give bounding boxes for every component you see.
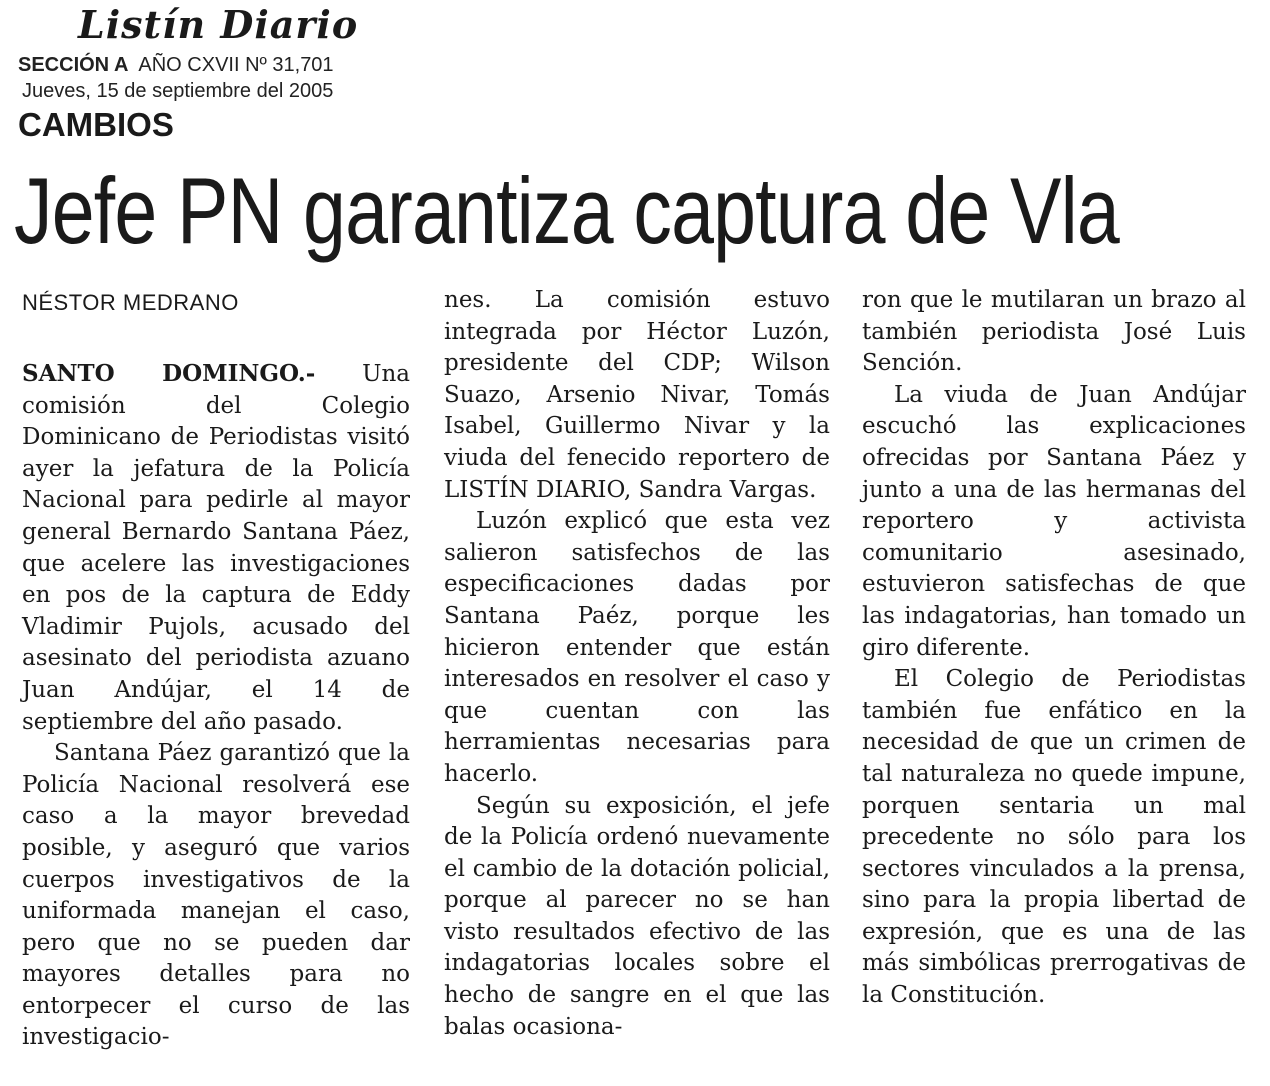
paragraph: Luzón explicó que esta vez salieron satisfechos de las especificaciones dadas por Santana Paéz, porque les hicieron entender que están interesados en resolver el caso y que cuentan con las herramientas necesarias para hacerlo. (444, 508, 830, 787)
section-tag: CAMBIOS (18, 106, 174, 143)
paragraph: Según su exposición, el jefe de la Policía ordenó nuevamente el cambio de la dotación policial, porque al parecer no se han visto resultados efectivo de las indagatorias locales sobre el hecho de sangre en el que las balas ocasiona- (444, 792, 830, 1040)
paragraph: El Colegio de Periodistas también fue enfático en la necesidad de que un crimen de tal naturaleza no quede impune, porquen sentaria un mal precedente no sólo para los sectores vinculados a la prensa, sino para la propia libertad de expresión, que es una de las más simbólicas prerrogativas de la Constitución. (862, 666, 1246, 1009)
paragraph: nes. La comisión estuvo integrada por Héctor Luzón, presidente del CDP; Wilson Suazo, Arsenio Nivar, Tomás Isabel, Guillermo Nivar y la viuda del fenecido reportero de LISTÍN DIARIO, Sandra Vargas. (444, 287, 830, 503)
issue-number: AÑO CXVII Nº 31,701 (138, 54, 334, 76)
paragraph: Santana Páez garantizó que la Policía Nacional resolverá ese caso a la mayor brevedad posible, y aseguró que varios cuerpos investigativos de la uniformada manejan el caso, pero que no se pueden dar mayores detalles para no entorpecer el curso de las investigacio- (22, 740, 410, 1051)
dateline: SANTO DOMINGO.- (22, 360, 316, 387)
paragraph-text: Una comisión del Colegio Dominicano de Periodistas visitó ayer la jefatura de la Policía Nacional para pedirle al mayor general Bernardo Santana Páez, que acelere las investigaciones en pos de la captura de Eddy Vladimir Pujols, acusado del asesinato del periodista azuano Juan Andújar, el 14 de septiembre del año pasado. (22, 361, 410, 735)
article-column-3 (862, 285, 1246, 1012)
article-headline: Jefe PN garantiza captura de Vla (14, 158, 1119, 263)
paragraph: La viuda de Juan Andújar escuchó las explicaciones ofrecidas por Santana Páez y junto a una de las hermanas del reportero y activista comunitario asesinado, estuvieron satisfechas de que las indagatorias, han tomado un giro diferente. (862, 381, 1246, 661)
paragraph: ron que le mutilaran un brazo al también periodista José Luis Sención. (862, 287, 1246, 377)
newspaper-masthead: Listín Diario (78, 2, 359, 47)
paragraph (22, 358, 410, 738)
section-label: SECCIÓN A (18, 54, 129, 76)
publication-date: Jueves, 15 de septiembre del 2005 (22, 80, 334, 102)
issue-info (18, 54, 334, 77)
article-column-2 (444, 285, 830, 1043)
article-column-1 (22, 358, 410, 1054)
article-byline: NÉSTOR MEDRANO (22, 290, 239, 315)
